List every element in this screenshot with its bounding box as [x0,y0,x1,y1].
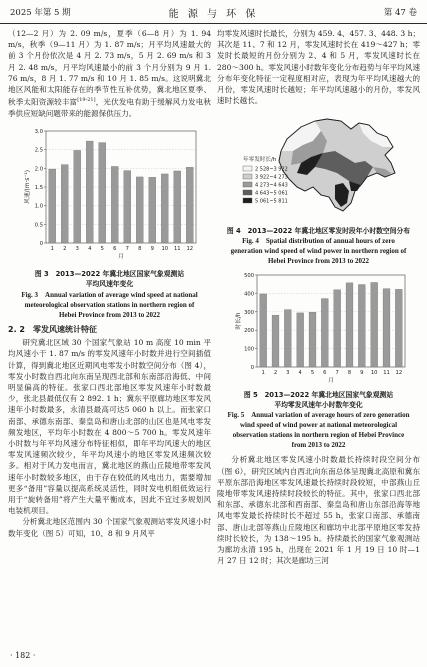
section-title: 2. 2 零发风速统计特征 [8,325,97,335]
y-tick-label: 200 [244,328,254,335]
y-tick-label: 3.0 [34,129,43,136]
x-tick-label: 7 [335,370,339,377]
x-tick-label: 7 [125,246,129,253]
bar [358,285,365,367]
bar [395,290,402,368]
y-tick-label: 0 [250,365,254,372]
bar [309,313,316,368]
journal-title: 能 源 与 环 保 [168,9,259,20]
fig4-caption-en: Fig. 4 Spatial distribution of annual hours of zero generation wind speed of wind power in northern region of Hebei Province from 2013 to 2022 [230,237,407,266]
y-tick-label: 400 [244,291,254,298]
legend-label: 5 061~5 811 [255,198,288,205]
y-tick-label: 2.0 [34,166,43,173]
bar [186,167,193,243]
y-tick-label: 300 [244,310,254,317]
body-paragraph: 分析冀北地区零发风速小时数最长持续时段空间分布（图 6），研究区域内自西北向东南总体呈现冀北高原和冀东平原东部沿海地区零发风速最长持续时段较短，中部燕山丘陵地带零发风速持续时段较长的特征。其中，张家口西北部和东部、承德东北部和西南部、秦皇岛和唐山东部沿海等地风电零发最长持续时长不超过 55 h，张家口南部、承德南部、唐山北部等燕山丘陵地区和廊坊中北部平原地区零发持续时长较长，为 138～195 h。持续最长的国家气象观测站为廊坊永清 195 h，出现在 2021 年 1 月 19 日 10 时—1 月 27 日 12 时；其次是廊坊三河 [217,455,420,566]
x-tick-label: 10 [370,370,378,377]
bar [334,290,341,367]
x-tick-label: 10 [161,246,169,253]
x-tick-label: 5 [310,370,315,377]
fig5-caption-cn: 图 5 2013—2022 年冀北地区国家气象观测站 平均零发风速年小时数年变化 [243,391,394,410]
x-tick-label: 11 [173,246,181,253]
x-tick-label: 9 [150,246,154,253]
bar [346,283,353,367]
y-tick-label: 1.0 [34,203,43,210]
y-tick-label: 100 [244,347,254,354]
x-tick-label: 3 [286,370,290,377]
bar [49,169,56,243]
bar [371,283,378,368]
x-tick-label: 6 [113,246,117,253]
x-tick-label: 4 [88,246,92,253]
x-tick-label: 11 [383,370,390,377]
x-tick-label: 1 [50,246,54,253]
bar [161,174,168,243]
x-axis-label: 月 [118,254,124,261]
x-tick-label: 8 [138,246,142,253]
fig4-caption-cn: 图 4 2013—2022 年冀北地区零发时段年小时数空间分布 [226,227,411,236]
right-column [217,28,420,566]
x-tick-label: 12 [186,246,194,253]
citation: [19-21] [77,97,96,104]
bar [136,177,143,243]
bar [124,171,131,243]
x-tick-label: 12 [395,370,403,377]
bar [61,165,68,243]
page-header [0,0,427,24]
x-tick-label: 2 [273,370,278,377]
figure-3 [8,123,211,267]
legend-label: 4 643~5 061 [255,190,288,197]
bar [383,289,390,367]
y-axis-label: 风速/(m·s⁻¹) [25,170,31,205]
fig3-caption-en: Fig. 3 Annual variation of average wind speed at national meteorological observation stations in northern region of Hebei Province from 2013 to 2022 [21,291,198,320]
body-paragraph: 分析冀北地区范围内 30 个国家气象观测站零发风速小时数年变化（图 5）可知，10、8 和 9 月风平 [8,517,211,538]
y-tick-label: 0 [39,241,43,248]
legend-label: 4 273~4 643 [255,182,288,189]
intro-paragraph: （12—2 月）为 2. 09 m/s，夏季（6—8 月）为 1. 94 m/s，秋季（9—11 月）为 1. 87 m/s；月平均风速最大的前 3 个月份依次是 4 月 2. 73 m/s，5 月 2. 69 m/s 和 3 月 2. 48 m/s，月平均风速最小的前 3 个月分别为 9 月 1. 76 m/s，8 月 1. 77 m/s 和 10 月 1. 85 m/s。这说明冀北地区风能和太阳能存在的季节性互补优势，冀北地区夏季、秋季太阳资源较丰富[19-21]，光伏发电有助于缓解风力发电秋季供应短缺问题带来的能源保供压力。 [8,29,211,118]
legend-title: 年零发时长/h [243,157,277,164]
bar [149,177,156,243]
bar [272,316,279,368]
y-tick-label: 500 [244,273,254,280]
x-tick-label: 5 [100,246,104,253]
y-axis-label: 时长/h [236,312,242,331]
x-tick-label: 2 [63,246,67,253]
fig5-bar-chart [217,269,420,389]
y-tick-label: 1.5 [34,185,43,192]
y-tick-label: 2.5 [34,147,43,154]
x-tick-label: 3 [75,246,79,253]
bar [86,141,93,243]
y-tick-label: 0.5 [34,222,43,229]
bar [111,167,118,244]
bar [260,294,267,367]
figure-4-map [217,111,420,225]
bar [99,143,106,243]
legend-label: 2 528~3 922 [255,166,288,173]
x-tick-label: 1 [261,370,265,377]
x-tick-label: 9 [360,370,364,377]
fig3-bar-chart [8,123,211,267]
bar [174,171,181,243]
figure-5 [217,269,420,389]
bar [284,310,291,367]
x-tick-label: 4 [298,370,302,377]
page-number: · 182 · [10,651,36,660]
volume-label: 第 47 卷 [383,8,417,18]
map-graphic [217,111,420,225]
plot-frame [257,275,405,367]
bar [74,151,81,244]
bar [321,299,328,367]
fig3-caption-cn: 图 3 2013—2022 年冀北地区国家气象观测站 平均风速年变化 [34,270,185,289]
issue-label: 2025 年第 5 期 [10,8,71,18]
body-paragraph: 均零发风速时长最长，分别为 459. 4、457. 3、448. 3 h；其次是 11、7 和 12 月，零发风速时长在 419～427 h；零发时长最短的月份分别为 2、4 和 5 月，零发风速时长在 280～300 h。零发风速小时数年变化分布趋势与年平均风速分布年变化特征一定程度相对应，表现为年平均风速越大的月份，零发风速时长越短；年平均风速越小的月份，零发风速时长越长。 [217,29,420,106]
legend-label: 3 922~4 273 [255,174,288,181]
bar [297,313,304,367]
fig5-caption-en: Fig. 5 Annual variation of average hours of zero generation wind speed of wind power at national meteorological observation stations in northern region of Hebei Province from 2013 to 2022 [227,411,410,450]
x-tick-label: 8 [347,370,352,377]
left-column [8,28,211,539]
x-axis-label: 月 [328,378,334,385]
body-paragraph: 研究冀北区域 30 个国家气象站 10 m 高度 10 min 平均风速小于 1. 87 m/s 的零发风速年小时数并进行空间插值计算，得到冀北地区近期风电零发小时数空间分布（图 4），零发小时数自西北向东南呈现西北部和东南部沿海低、中间明显偏高的特征。张家口西北部地区零发风速年小时数最少，张北县最低仅有 2 892. 1 h；冀东平原廊坊地区零发风速年小时数最多，永清县最高可达5 060 h 以上。而张家口南部、承德东南部、秦皇岛和唐山北部的山区也是风电零发频发地区，平均年小时数在 4 800～5 700 h。零发风速年小时数与年平均风速分布特征相似，即年平均风速大的地区零发风速频次较少，年平均风速小的地区零发风速频次较多。相对于风力发电而言，冀北地区的燕山丘陵地带零发风速年小时数较多地区，由于存在较低的风电出力，需要增加更多“备用”容量以提高系统灵活性，同时发电机组低效运行用于“旋转备用”将产生大量平衡成本，因此不宜过多规划风电装机项目。 [8,338,211,516]
x-tick-label: 6 [323,370,327,377]
